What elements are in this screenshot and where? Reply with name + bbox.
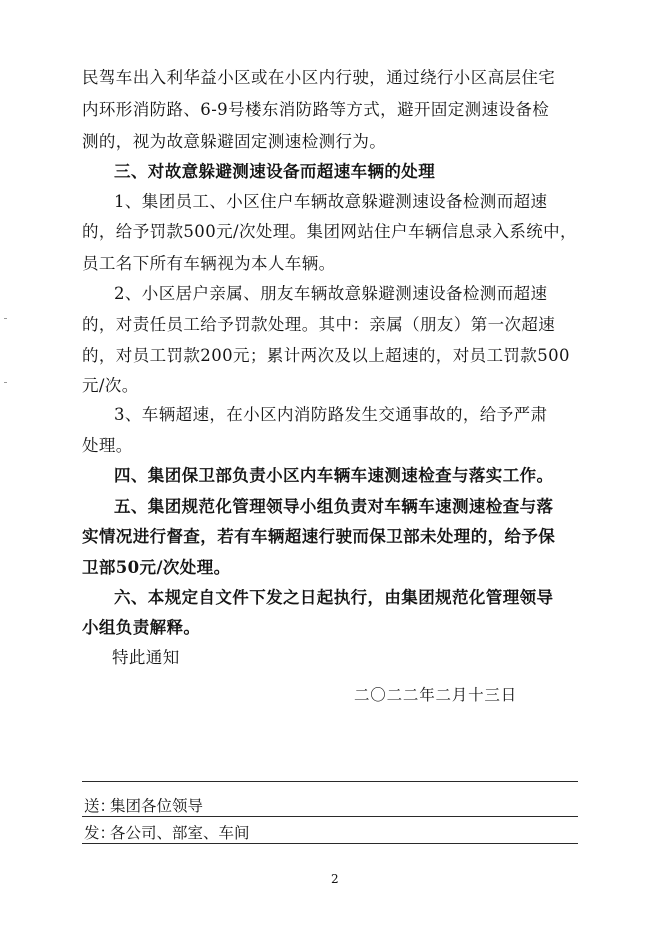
send-to-value: 集团各位领导 [110,797,204,815]
section-heading-5: 五、集团规范化管理领导小组负责对车辆车速测速检查与落 [114,497,554,516]
body-line-8: 2、小区居户亲属、朋友车辆故意躲避测速设备检测而超速 [114,284,548,303]
send-to-label: 送： [84,797,116,815]
body-line-11: 元/次。 [82,376,139,395]
body-line-10: 的，对员工罚款200元；累计两次及以上超速的，对员工罚款500 [82,346,570,365]
scan-margin-mark [4,382,7,383]
body-line-7: 员工名下所有车辆视为本人车辆。 [82,254,336,273]
body-line-3: 测的，视为故意躲避固定测速检测行为。 [82,132,387,151]
body-line-19: 小组负责解释。 [82,618,201,637]
divider-middle [82,816,578,817]
issue-to-value: 各公司、部室、车间 [110,824,250,842]
body-line-17: 卫部50元/次处理。 [82,558,231,577]
section-heading-3: 三、对故意躲避测速设备而超速车辆的处理 [114,162,436,181]
page-number: 2 [331,872,339,886]
divider-top [82,781,578,782]
body-line-1: 民驾车出入利华益小区或在小区内行驶，通过绕行小区高层住宅 [82,68,556,87]
section-heading-4: 四、集团保卫部负责小区内车辆车速测速检查与落实工作。 [114,466,554,485]
body-line-2: 内环形消防路、6-9号楼东消防路等方式，避开固定测速设备检 [82,100,550,119]
body-line-12: 3、车辆超速，在小区内消防路发生交通事故的，给予严肃 [114,405,548,424]
body-line-16: 实情况进行督查，若有车辆超速行驶而保卫部未处理的，给予保 [82,527,556,546]
divider-bottom [82,843,578,844]
section-heading-6: 六、本规定自文件下发之日起执行，由集团规范化管理领导 [114,588,554,607]
issue-to-label: 发： [84,824,116,842]
body-line-9: 的，对责任员工给予罚款处理。其中：亲属（朋友）第一次超速 [82,315,556,334]
scan-margin-mark [4,318,7,319]
body-line-5: 1、集团员工、小区住户车辆故意躲避测速设备检测而超速 [114,192,548,211]
issue-date: 二〇二二年二月十三日 [354,686,518,704]
body-line-13: 处理。 [82,436,133,455]
body-line-6: 的，给予罚款500元/次处理。集团网站住户车辆信息录入系统中， [82,222,577,241]
closing-notice: 特此通知 [112,648,180,667]
